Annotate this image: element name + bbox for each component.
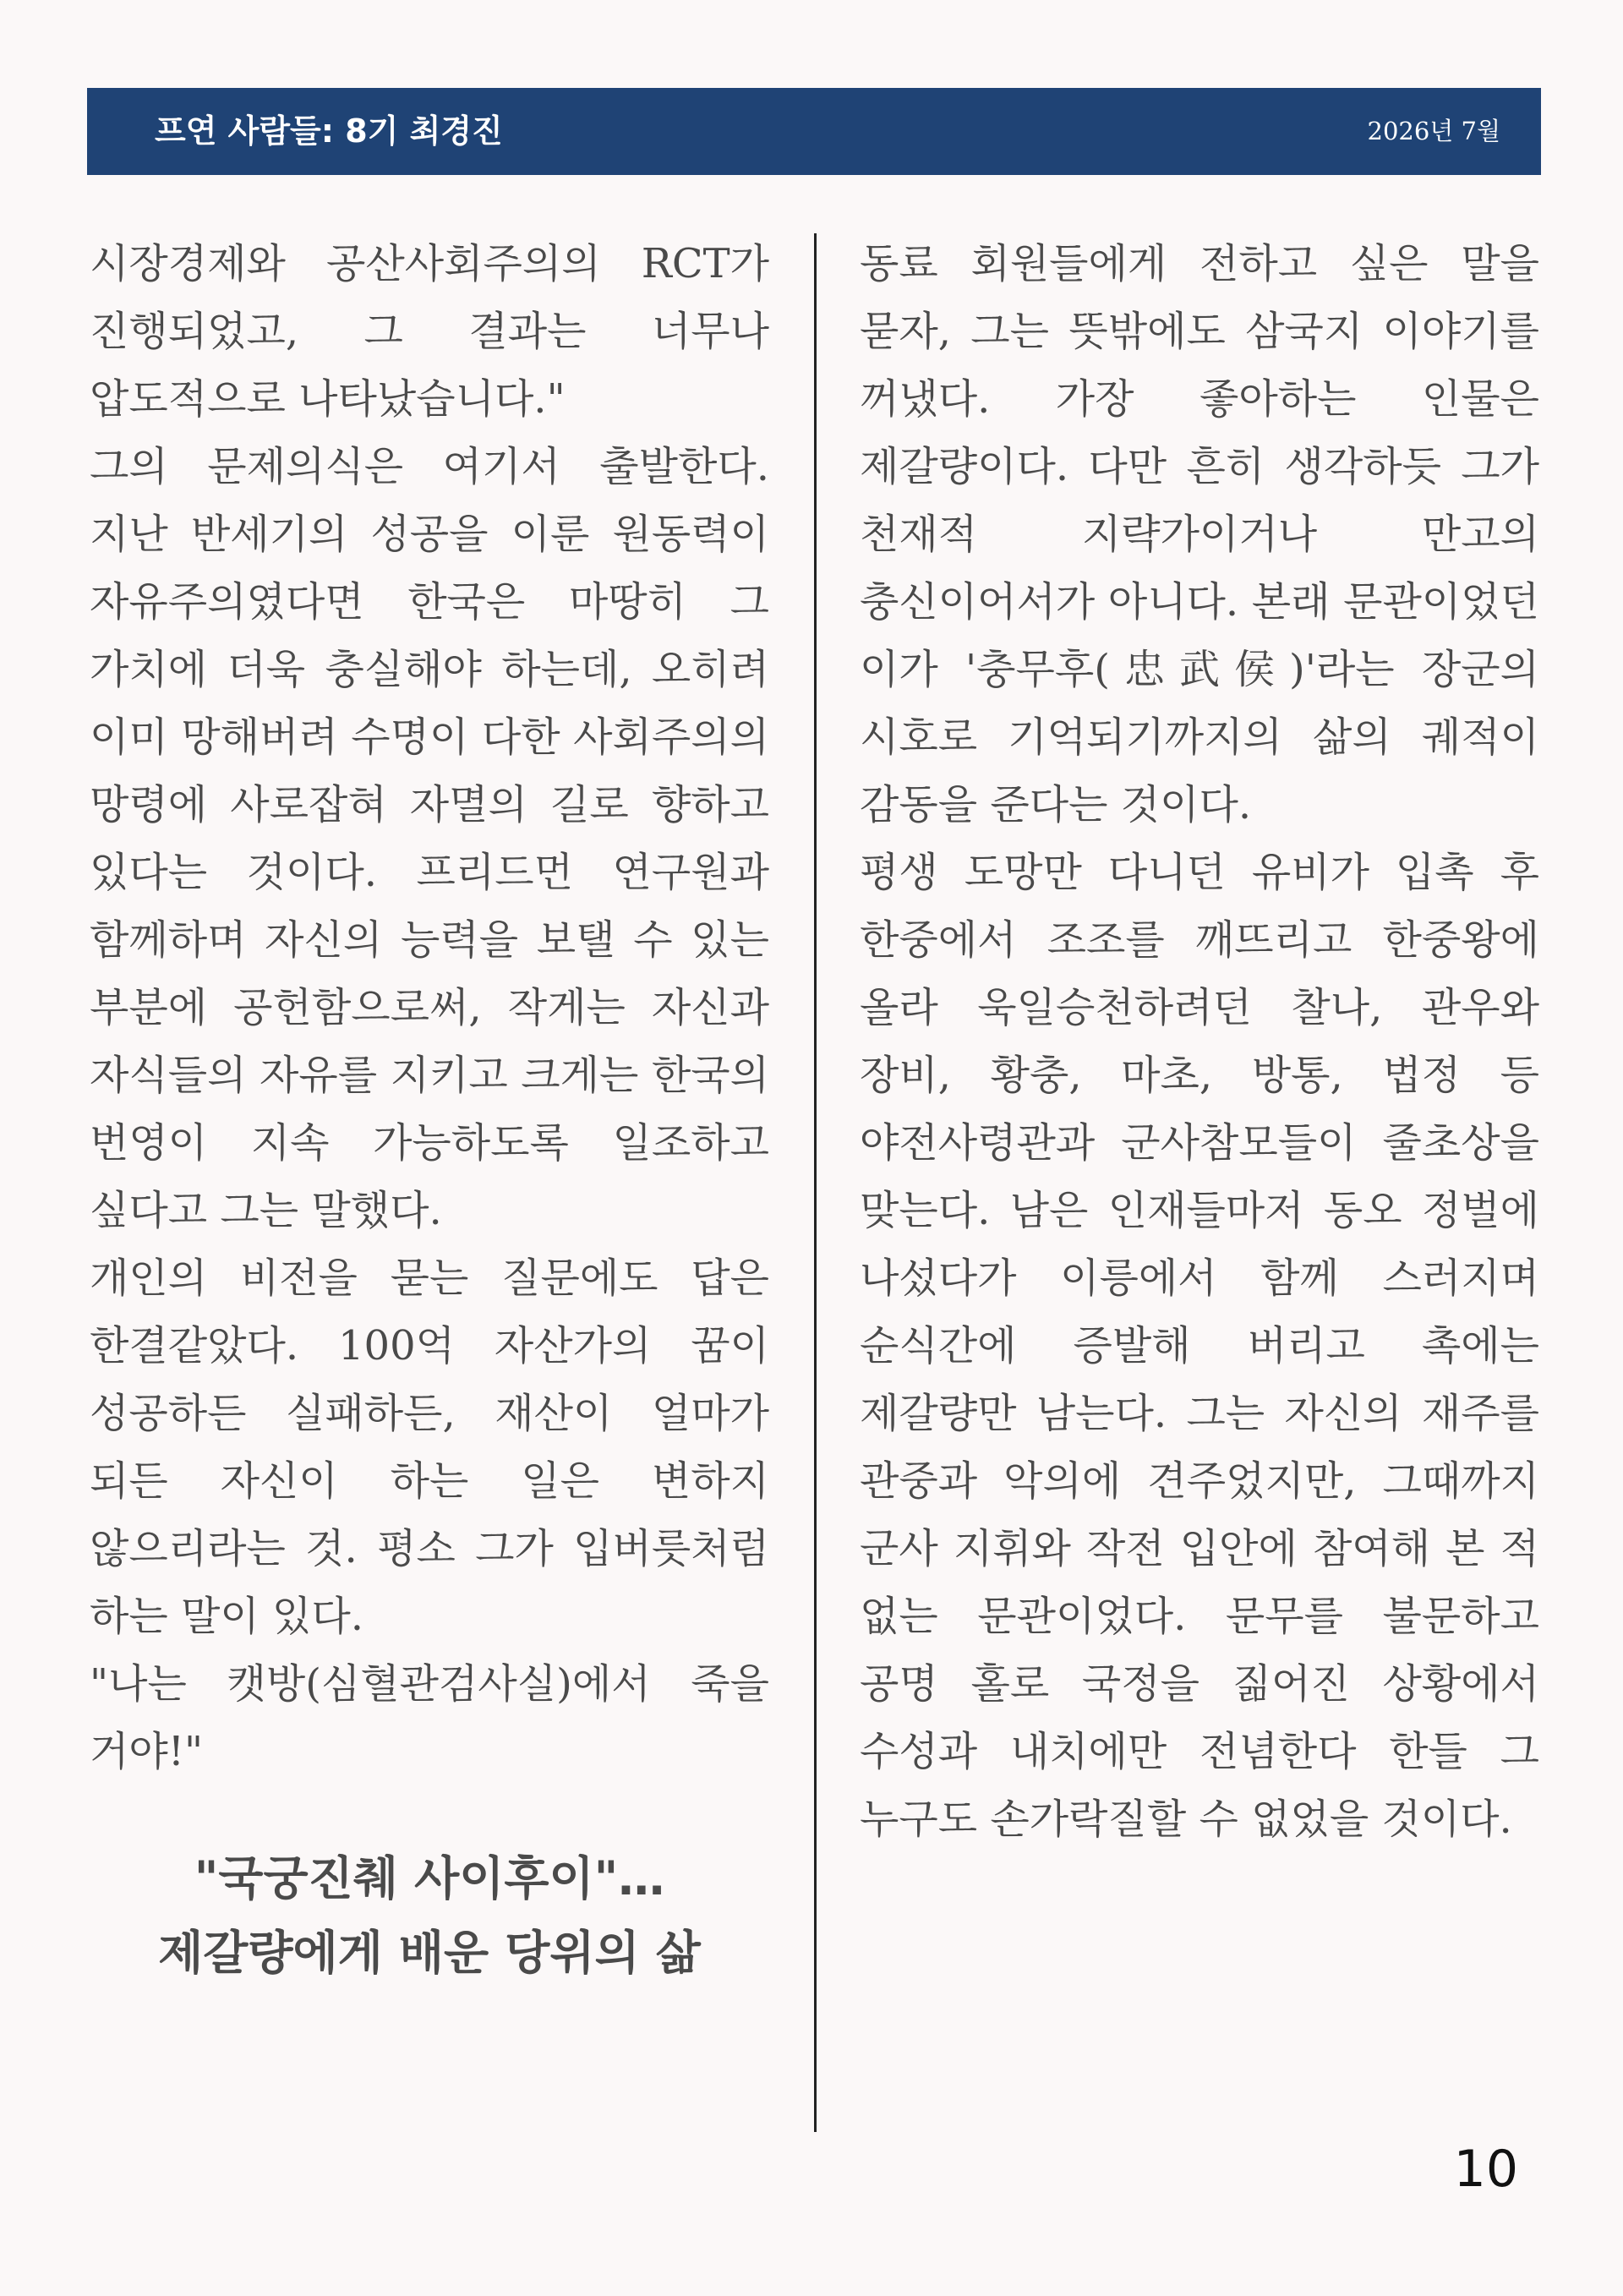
column-divider bbox=[814, 233, 817, 2132]
left-column bbox=[90, 230, 769, 1990]
body-paragraph: "나는 캣방(심혈관검사실)에서 죽을 거야!" bbox=[90, 1660, 769, 1775]
right-column bbox=[860, 230, 1539, 1853]
body-paragraph: 동료 회원들에게 전하고 싶은 말을 묻자, 그는 뜻밖에도 삼국지 이야기를 꺼냈다. 가장 좋아하는 인물은 제갈량이다. 다만 흔히 생각하듯 그가 천재적 지략가이거나 만고의 충신이어서가 아니다. 본래 문관이었던 이가 '충무후(忠武侯)'라는 장군의 시호로 기억되기까지의 삶의 궤적이 감동을 준다는 것이다. bbox=[860, 240, 1539, 828]
issue-date: 2026년 7월 bbox=[1367, 117, 1500, 145]
page-number: 10 bbox=[1453, 2140, 1518, 2199]
section-subheading bbox=[90, 1841, 769, 1990]
body-paragraph: 개인의 비전을 묻는 질문에도 답은 한결같았다. 100억 자산가의 꿈이 성공하든 실패하든, 재산이 얼마가 되든 자신이 하는 일은 변하지 않으리라는 것. 평소 그가 입버릇처럼 하는 말이 있다. bbox=[90, 1255, 769, 1640]
header-bar bbox=[87, 88, 1541, 175]
body-paragraph: 시장경제와 공산사회주의의 RCT가 진행되었고, 그 결과는 너무나 압도적으로 나타났습니다." bbox=[90, 240, 769, 423]
subheading-line: "국궁진췌 사이후이"… bbox=[194, 1851, 665, 1905]
section-title: 프연 사람들: 8기 최경진 bbox=[155, 112, 503, 150]
body-paragraph: 그의 문제의식은 여기서 출발한다. 지난 반세기의 성공을 이룬 원동력이 자유주의였다면 한국은 마땅히 그 가치에 더욱 충실해야 하는데, 오히려 이미 망해버려 수명이 다한 사회주의의 망령에 사로잡혀 자멸의 길로 향하고 있다는 것이다. 프리드먼 연구원과 함께하며 자신의 능력을 보탤 수 있는 부분에 공헌함으로써, 작게는 자신과 자식들의 자유를 지키고 크게는 한국의 번영이 지속 가능하도록 일조하고 싶다고 그는 말했다. bbox=[90, 443, 769, 1234]
body-paragraph: 평생 도망만 다니던 유비가 입촉 후 한중에서 조조를 깨뜨리고 한중왕에 올라 욱일승천하려던 찰나, 관우와 장비, 황충, 마초, 방통, 법정 등 야전사령관과 군사참모들이 줄초상을 맞는다. 남은 인재들마저 동오 정벌에 나섰다가 이릉에서 함께 스러지며 순식간에 증발해 버리고 촉에는 제갈량만 남는다. 그는 자신의 재주를 관중과 악의에 견주었지만, 그때까지 군사 지휘와 작전 입안에 참여해 본 적 없는 문관이었다. 문무를 불문하고 공명 홀로 국정을 짊어진 상황에서 수성과 내치에만 전념한다 한들 그 누구도 손가락질할 수 없었을 것이다. bbox=[860, 849, 1539, 1843]
subheading-line: 제갈량에게 배운 당위의 삶 bbox=[158, 1926, 701, 1980]
